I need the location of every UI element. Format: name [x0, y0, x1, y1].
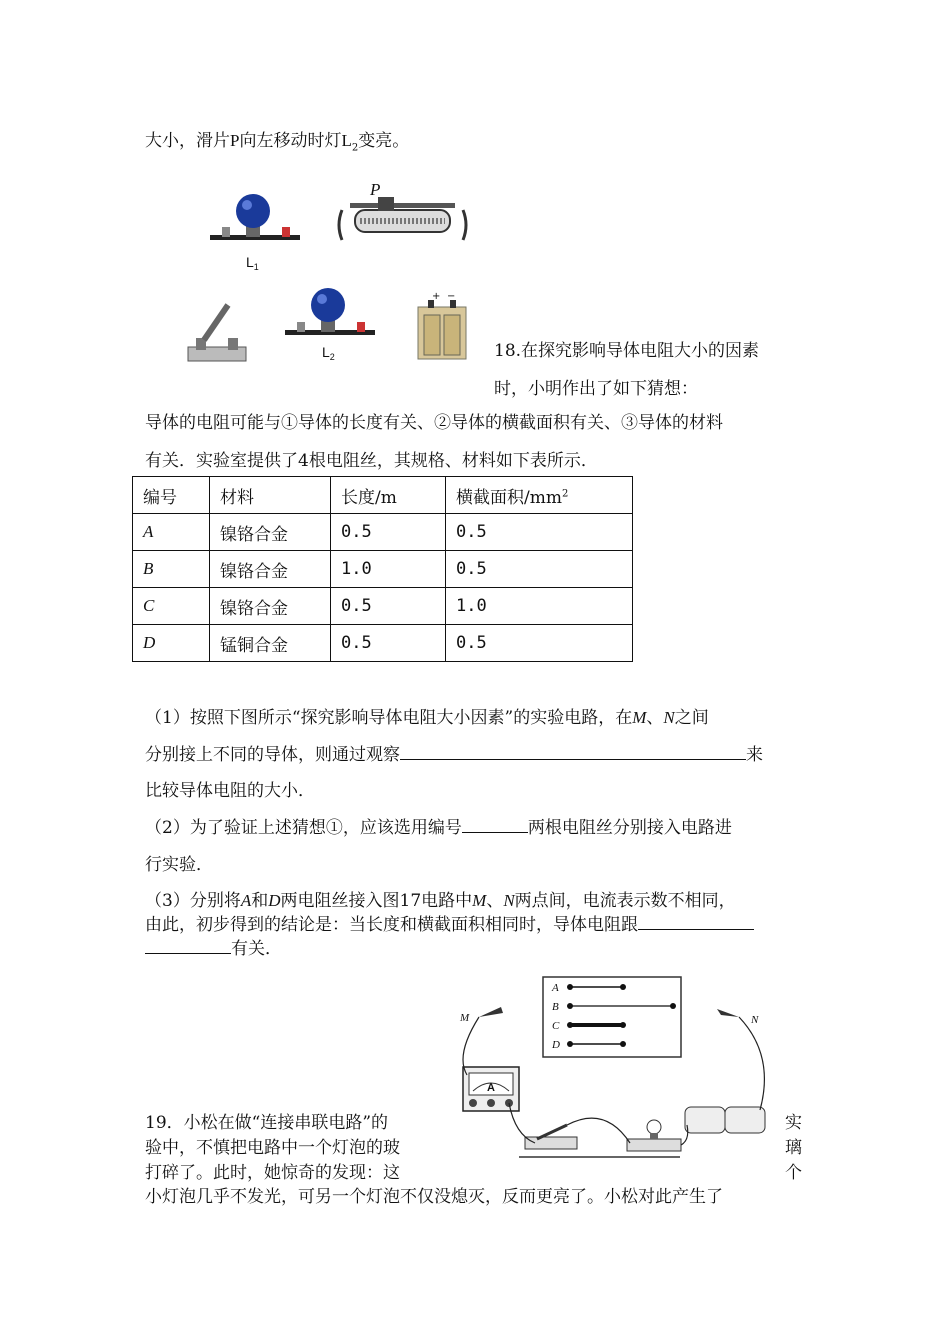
terminal-m-label: M [460, 1012, 470, 1024]
table-cell: 1.0 [331, 551, 446, 588]
svg-text:D: D [552, 1039, 560, 1051]
answer-blank[interactable] [145, 935, 231, 954]
q19-line1-left: 19．小松在做“连接串联电路”的 [145, 1113, 389, 1133]
table-cell: B [133, 551, 210, 588]
answer-blank[interactable] [400, 741, 746, 760]
table-cell: 0.5 [331, 625, 446, 662]
switch-icon [525, 1125, 577, 1149]
lamp-l1-icon [210, 194, 300, 240]
table-cell: 镍铬合金 [210, 588, 331, 625]
table-cell: 0.5 [446, 625, 633, 662]
svg-text:C: C [552, 1020, 560, 1032]
q18-part1-line3: 比较导体电阻的大小． [145, 781, 315, 801]
battery-icon [418, 300, 466, 359]
lamp-l1-label: $L_1$ [246, 254, 259, 272]
table-header-cell: 横截面积$/mm^2$ [446, 477, 633, 514]
table-row [133, 588, 633, 625]
table-cell: 镍铬合金 [210, 514, 331, 551]
table-cell: 0.5 [331, 514, 446, 551]
battery-minus-label: − [447, 291, 456, 302]
q18-line4: 有关．实验室提供了4根电阻丝，其规格、材料如下表所示． [145, 451, 598, 471]
q18-part2-line1: （2）为了验证上述猜想①，应该选用编号 两根电阻丝分别接入电路进 [145, 813, 732, 838]
battery-pack-icon [685, 1107, 765, 1133]
q18-line2: 时，小明作出了如下猜想： [494, 379, 698, 399]
q18-part3-line2: 由此，初步得到的结论是：当长度和横截面积相同时，导体电阻跟 [145, 910, 754, 935]
answer-blank[interactable] [462, 814, 528, 833]
wire-board [543, 977, 681, 1057]
table-header-cell: 长度/m [331, 477, 446, 514]
rheostat-icon [339, 197, 466, 240]
ammeter-label: A [487, 1082, 495, 1094]
lamp-l2-label: $L_2$ [322, 344, 335, 362]
table-row [133, 514, 633, 551]
answer-blank[interactable] [638, 911, 754, 930]
q18-part1-line1: （1）按照下图所示“探究影响导体电阻大小因素”的实验电路，在M、N之间 [145, 708, 709, 728]
table-cell: 0.5 [446, 551, 633, 588]
terminal-n-label: N [751, 1014, 759, 1026]
intro-line: 大小，滑片P向左移动时灯$L_2$变亮。 [145, 131, 410, 154]
q19-line2-left: 验中，不慎把电路中一个灯泡的玻 [145, 1138, 400, 1158]
q18-part3-line3: 有关． [145, 934, 282, 959]
rheostat-p-label: P [370, 180, 381, 199]
table-row [133, 551, 633, 588]
q18-part3-line1: （3）分别将A和D两电阻丝接入图17电路中M、N两点间，电流表示数不相同， [145, 891, 736, 911]
table-header-cell: 材料 [210, 477, 331, 514]
q19-line2-right: 璃 [785, 1138, 802, 1158]
table-cell: C [133, 588, 210, 625]
clip-n-icon [717, 1009, 739, 1017]
table-row [133, 625, 633, 662]
bulb-icon [627, 1120, 681, 1151]
table-cell: D [133, 625, 210, 662]
resistance-wire-table [132, 476, 633, 662]
svg-text:A: A [552, 982, 559, 994]
q18-line3: 导体的电阻可能与①导体的长度有关、②导体的横截面积有关、③导体的材料 [145, 413, 723, 433]
q18-part1-line2: 分别接上不同的导体，则通过观察 来 [145, 740, 763, 765]
table-cell: 镍铬合金 [210, 551, 331, 588]
clip-m-icon [479, 1007, 503, 1017]
svg-text:B: B [552, 1001, 559, 1013]
table-cell: 0.5 [446, 514, 633, 551]
table-header-row [133, 477, 633, 514]
lamp-l2-icon [285, 288, 375, 335]
q18-part2-line2: 行实验． [145, 855, 213, 875]
table-cell: 锰铜合金 [210, 625, 331, 662]
q19-line1-right: 实 [785, 1113, 802, 1133]
figure17-circuit-diagram [455, 975, 775, 1165]
table-header-cell: 编号 [133, 477, 210, 514]
q18-line1: 18.在探究影响导体电阻大小的因素 [494, 341, 760, 361]
table-cell: 1.0 [446, 588, 633, 625]
switch-icon [188, 305, 246, 361]
q19-line4: 小灯泡几乎不发光，可另一个灯泡不仅没熄灭，反而更亮了。小松对此产生了 [145, 1187, 723, 1207]
q19-line3-right: 个 [785, 1163, 802, 1183]
table-cell: A [133, 514, 210, 551]
q19-line3-left: 打碎了。此时，她惊奇的发现：这 [145, 1163, 400, 1183]
battery-plus-label: + [432, 291, 441, 302]
table-cell: 0.5 [331, 588, 446, 625]
circuit-components-figure [170, 175, 480, 375]
